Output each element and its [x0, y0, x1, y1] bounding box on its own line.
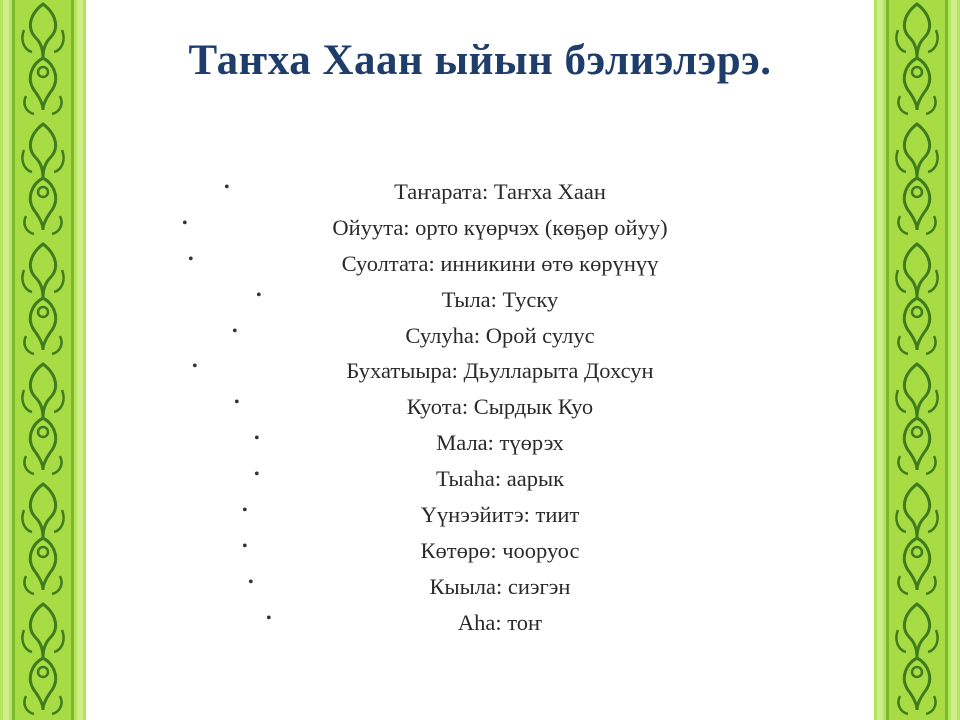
list-item: • Аһа: тоҥ — [86, 605, 874, 641]
list-item: • Кыыла: сиэгэн — [86, 569, 874, 605]
bullet-icon: • — [192, 358, 198, 376]
list-item: • Бухатыыра: Дьулларыта Дохсун — [86, 353, 874, 389]
bullet-icon: • — [242, 502, 248, 520]
list-item: • Тыаһа: аарык — [86, 461, 874, 497]
bullet-icon: • — [254, 430, 260, 448]
list-item: • Ойуута: орто күөрчэх (көҕөр ойуу) — [86, 210, 874, 246]
bullet-icon: • — [232, 322, 238, 340]
bullet-icon: • — [256, 286, 262, 304]
bullet-icon: • — [254, 466, 260, 484]
bullet-icon: • — [242, 537, 248, 555]
bullet-icon: • — [182, 214, 188, 232]
bullet-icon: • — [234, 394, 240, 412]
list-item: • Сулуһа: Орой сулус — [86, 318, 874, 354]
bullet-icon: • — [188, 250, 194, 268]
ornament-pattern-icon — [12, 0, 74, 720]
list-item: • Куота: Сырдык Куо — [86, 389, 874, 425]
bullet-list — [86, 174, 874, 641]
list-item: • Тыла: Туску — [86, 282, 874, 318]
left-ornamental-border — [0, 0, 86, 720]
list-item: • Таҥарата: Таҥха Хаан — [86, 174, 874, 210]
ornament-pattern-icon — [886, 0, 948, 720]
right-ornamental-border — [874, 0, 960, 720]
list-item: • Үүнээйитэ: тиит — [86, 497, 874, 533]
list-item: • Суолтата: инникини өтө көрүнүү — [86, 246, 874, 282]
bullet-icon: • — [224, 179, 230, 196]
bullet-icon: • — [266, 609, 272, 627]
list-item: • Мала: түөрэх — [86, 425, 874, 461]
slide-content — [86, 0, 874, 720]
slide-title: Таҥха Хаан ыйын бэлиэлэрэ. — [188, 37, 772, 84]
bullet-icon: • — [248, 573, 254, 591]
list-item: • Көтөрө: чооруос — [86, 533, 874, 569]
